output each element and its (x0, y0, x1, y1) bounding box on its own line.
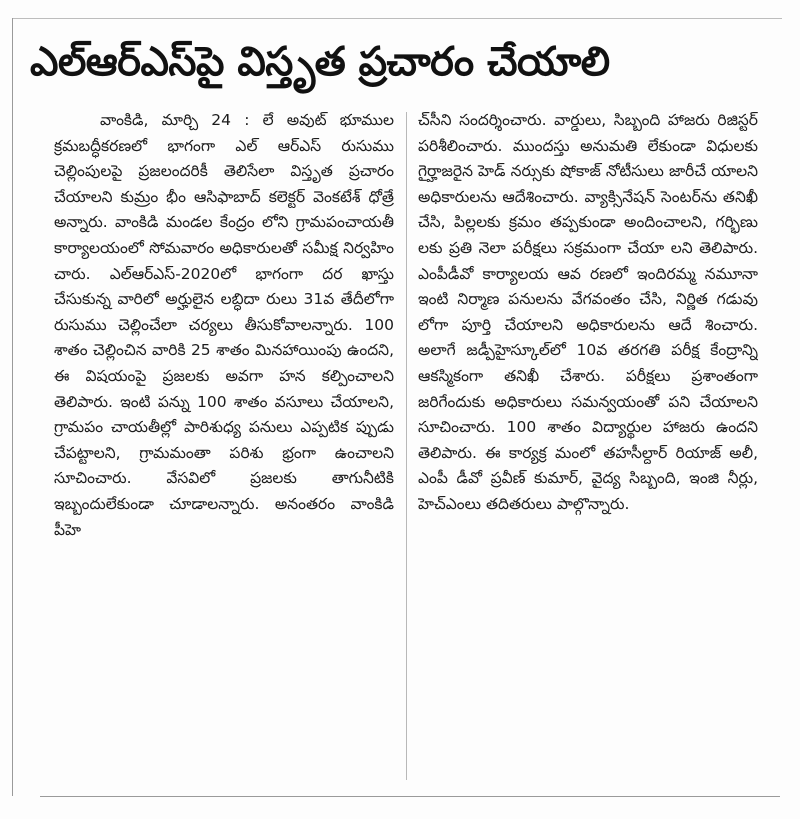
clipping-bottom-border (40, 796, 780, 797)
article-headline: ఎల్‌ఆర్‌ఎస్‌పై విస్తృత ప్రచారం చేయాలి (30, 39, 610, 85)
article-text-right: చ్‌సీని సందర్శించారు. వార్డులు, సిబ్బంది హాజరు రిజిస్టర్ పరిశీలించారు. ముందస్తు అనుమతి లేకుండా విధులకు గైర్హాజరైన హెడ్ నర్సుకు షోకాజ్ నోటీసులు జారీచే యాలని అధికారులను ఆదేశించారు. వ్యాక్సినేషన్ సెంటర్‌ను తనిఖీ చేసి, పిల్లలకు క్రమం తప్పకుండా అందించాలని, గర్భిణు లకు ప్రతి నెలా పరీక్షలు సక్రమంగా చేయా లని తెలిపారు. ఎంపీడీవో కార్యాలయ ఆవ రణలో ఇందిరమ్మ నమూనా ఇంటి నిర్మాణ పనులను వేగవంతం చేసి, నిర్ణిత గడువు లోగా పూర్తి చేయాలని అధికారులను ఆదే శించారు. అలాగే జడ్పీహైస్కూల్‌లో 10వ తరగతి పరీక్ష కేంద్రాన్ని ఆకస్మికంగా తనిఖీ చేశారు. పరీక్షలు ప్రశాంతంగా జరిగేందుకు అధికారులు సమన్వయంతో పని చేయాలని సూచించారు. 100 శాతం విద్యార్థుల హాజరు ఉందని తెలిపారు. ఈ కార్యక్ర మంలో తహసీల్దార్ రియాజ్ అలీ, ఎంపీ డీవో ప్రవీణ్ కుమార్, వైద్య సిబ్బంది, ఇంజి నీర్లు, హెచ్ఎంలు తదితరులు పాల్గొన్నారు. (418, 111, 758, 513)
article-column-right (418, 108, 758, 784)
article-text-left: వాంకిడి, మార్చి 24 : లే అవుట్ భూముల క్రమబద్ధీకరణలో భాగంగా ఎల్ ఆర్ఎస్ రుసుము చెల్లింపులపై ప్రజలందరికీ తెలిసేలా విస్తృత ప్రచారం చేయాలని కుమ్రం భీం ఆసిఫాబాద్ కలెక్టర్ వెంకటేశ్ ధోత్రే అన్నారు. వాంకిడి మండల కేంద్రం లోని గ్రామపంచాయతీ కార్యాలయంలో సోమవారం అధికారులతో సమీక్ష నిర్వహిం చారు. ఎల్ఆర్ఎస్-2020లో భాగంగా దర ఖాస్తు చేసుకున్న వారిలో అర్హులైన లబ్ధిదా రులు 31వ తేదీలోగా రుసుము చెల్లించేలా చర్యలు తీసుకోవాలన్నారు. 100 శాతం చెల్లించిన వారికి 25 శాతం మినహాయింపు ఉందని, ఈ విషయంపై ప్రజలకు అవగా హన కల్పించాలని తెలిపారు. ఇంటి పన్ను 100 శాతం వసూలు చేయాలని, గ్రామపం చాయతీల్లో పారిశుధ్య పనులు ఎప్పటిక ప్పుడు చేపట్టాలని, గ్రామమంతా పరిశు భ్రంగా ఉంచాలని సూచించారు. వేసవిలో ప్రజలకు తాగునీటికి ఇబ్బందులేకుండా చూడాలన్నారు. అనంతరం వాంకిడి పీహె (54, 111, 394, 539)
clipping-left-border (12, 18, 13, 796)
article-column-left (54, 108, 394, 784)
column-divider (406, 112, 407, 780)
clipping-top-border (12, 18, 782, 19)
